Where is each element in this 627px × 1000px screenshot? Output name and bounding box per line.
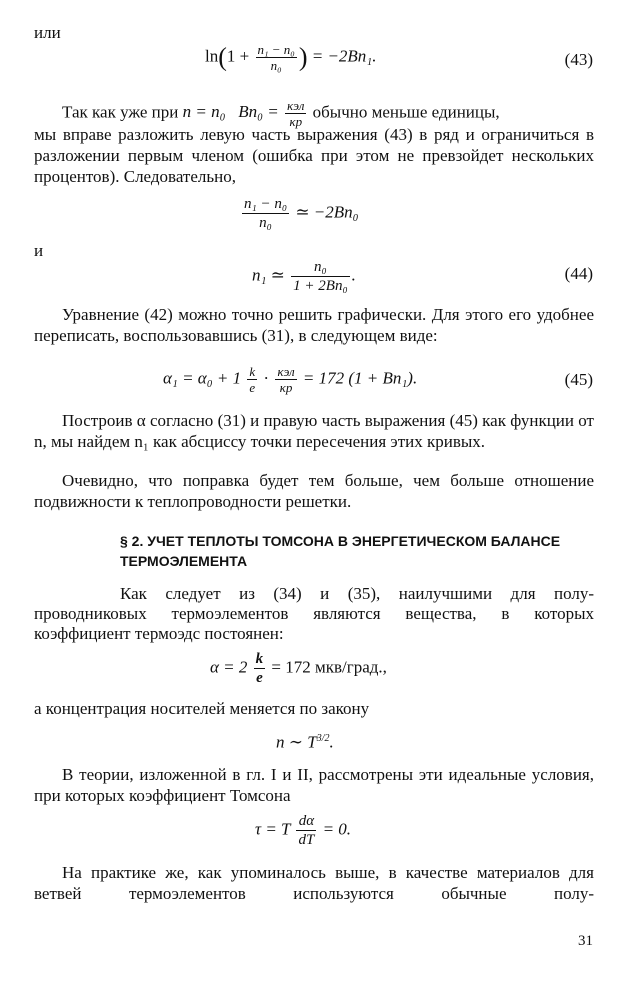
section-heading: § 2. УЧЕТ ТЕПЛОТЫ ТОМСОНА В ЭНЕРГЕТИЧЕСКОМ БАЛАНСЕ ТЕРМОЭЛЕМЕНТА bbox=[120, 533, 561, 569]
equation-44: n₁ ≃ $\frac{\text{n₀}}{\text{1 + 2Bn₀}}$ . bbox=[252, 259, 356, 294]
paragraph-7: В теории, изложенной в гл. I и II, рассмотрены эти идеальные условия, при которых коэффициент Томсона bbox=[34, 765, 594, 805]
paragraph-2: Уравнение (42) можно точно решить графически. Для этого его удобнее переписать, воспользовавшись (31), в следующем виде: bbox=[34, 305, 594, 345]
paragraph-5-line-2: проводниковых термоэлементов являются вещества, в которых bbox=[34, 604, 594, 623]
equation-number-44: (44) bbox=[564, 264, 593, 283]
equation-43: ln(1 + $\frac{\text{n₁ − n₀}}{\text{n₀}}$ ) = −2Bn₁. bbox=[205, 42, 377, 73]
equation-approx: $\frac{\text{n₁ − n₀}}{\text{n₀}}$ ≃ −2Bn₀ bbox=[244, 196, 359, 231]
paragraph-6: а концентрация носителей меняется по закону bbox=[34, 699, 370, 718]
paragraph-5-line-3: коэффициент термоэдс постоянен: bbox=[34, 624, 284, 643]
equation-alpha: α = 2 $\frac{k}{e}$ = 172 мкв/град., bbox=[210, 651, 387, 686]
paragraph-1-body: мы вправе разложить левую часть выражения (43) в ряд и ограничиться в разложении первым членом (ошибка при этом не превзойдет нескольких процентов). Следовательно, bbox=[34, 125, 594, 186]
ln-symbol: ln bbox=[205, 46, 219, 66]
paragraph-4: Очевидно, что поправка будет тем больше, чем больше отношение подвижности к теплопроводности решетки. bbox=[34, 471, 594, 511]
paragraph-8: На практике же, как упоминалось выше, в качестве материалов для ветвей термоэлементов используются обычные полу- bbox=[34, 863, 594, 903]
paragraph-1-line-1: Так как уже при n = n₀ Bn₀ = $\frac{\text{κэл}}{\kappa р}$ обычно меньше единицы, bbox=[62, 98, 500, 129]
text-i: и bbox=[34, 241, 44, 260]
fraction: $\frac{\text{n₁ − n₀}}{\text{n₀}}$ bbox=[257, 42, 295, 73]
paragraph-3: Построив α согласно (31) и правую часть выражения (45) как функции от n, мы найдем n₁ как абсциссу точки пересечения этих кривых. bbox=[34, 411, 594, 451]
equation-number-43: (43) bbox=[564, 50, 593, 69]
text-ili: или bbox=[34, 23, 61, 42]
inline-condition: n = n₀ Bn₀ = $\frac{\text{κэл}}{\kappa р}$ bbox=[182, 98, 305, 129]
page-number: 31 bbox=[578, 933, 593, 949]
equation-45: α₁ = α₀ + 1 $\frac{k}{e}$ · $\frac{\text{κэл}}{\kappa р}$ = 172 (1 + Bn₁). bbox=[163, 364, 418, 395]
eq43-rhs: = −2Bn₁. bbox=[311, 46, 377, 66]
paragraph-5-line-1: Как следует из (34) и (35), наилучшими для полу- bbox=[120, 584, 594, 603]
equation-n-law: n ∼ $T^{3/2}$. bbox=[276, 732, 334, 752]
equation-thomson: τ = T $\frac{d\alpha}{dT}$ = 0. bbox=[255, 813, 352, 848]
equation-number-45: (45) bbox=[564, 370, 593, 389]
